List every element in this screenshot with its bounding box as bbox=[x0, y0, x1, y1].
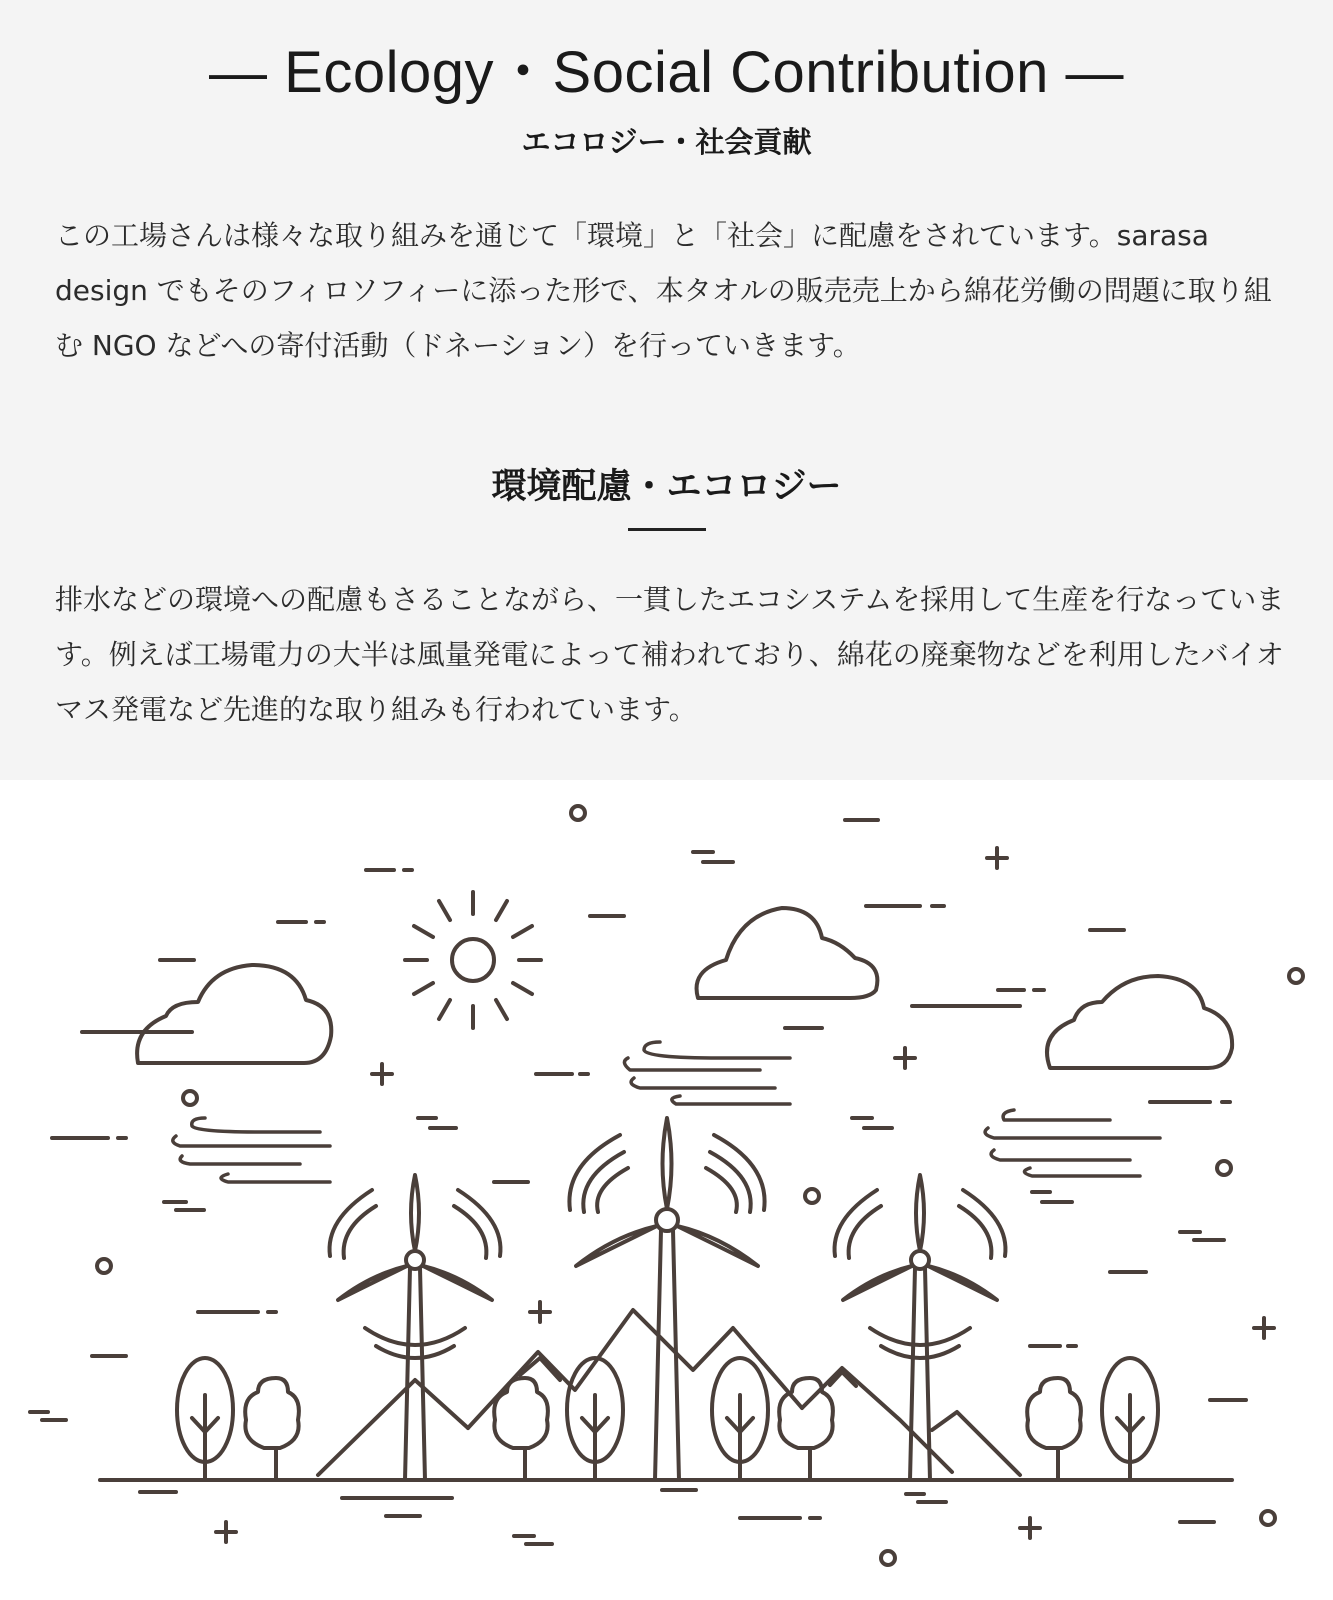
ecology-paragraph: 排水などの環境への配慮もさることながら、一貫したエコシステムを採用して生産を行なっています。例えば工場電力の大半は風量発電によって補われており、綿花の廃棄物などを利用したバイオマス発電など先進的な取り組みも行われています。 bbox=[55, 583, 1285, 726]
page-title: ― Ecology・Social Contribution ― bbox=[209, 40, 1124, 105]
section-heading-ecology: 環境配慮・エコロジー bbox=[491, 467, 842, 507]
decorative-plus-icons bbox=[216, 848, 1274, 1542]
cloud-icon bbox=[697, 908, 878, 998]
heading-underline bbox=[628, 528, 706, 531]
wind-lines-icon bbox=[173, 1042, 1160, 1182]
page-subtitle: エコロジー・社会貢献 bbox=[521, 125, 812, 159]
intro-paragraph: この工場さんは様々な取り組みを通じて「環境」と「社会」に配慮をされています。sarasa design でもそのフィロソフィーに添った形で、本タオルの販売売上から綿花労働の問題に取り組む NGO などへの寄付活動（ドネーション）を行っていきます。 bbox=[55, 219, 1272, 362]
ecology-text-section bbox=[0, 0, 1333, 780]
tree-icon bbox=[177, 1358, 1158, 1480]
decorative-dash-icons bbox=[30, 820, 1246, 1544]
cloud-icon bbox=[137, 965, 331, 1063]
wind-farm-illustration bbox=[0, 780, 1333, 1600]
cloud-icon bbox=[1047, 976, 1232, 1068]
sun-icon bbox=[405, 892, 541, 1028]
